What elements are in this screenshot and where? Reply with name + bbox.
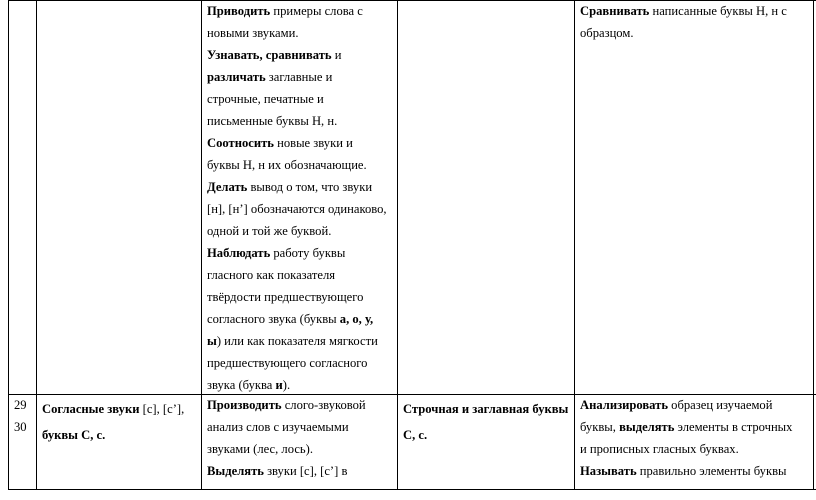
- text-run: примеры слова с: [270, 4, 363, 18]
- bold-run: буквы С, с.: [42, 428, 106, 442]
- text-run: звуками (лес, лось).: [207, 442, 314, 456]
- text-run: буквы,: [580, 420, 620, 434]
- bold-run: С, с.: [403, 428, 428, 442]
- text-line: [207, 242, 387, 264]
- bold-run: Делать: [207, 180, 248, 194]
- text-run: новые звуки и: [273, 136, 353, 150]
- bold-run: Производить: [207, 398, 282, 412]
- text-line: [403, 396, 568, 422]
- text-run: одной и той же буквой.: [207, 224, 332, 238]
- text-line: [207, 220, 387, 242]
- text-line: [207, 352, 387, 374]
- text-run: гласного как показателя: [207, 268, 336, 282]
- bold-run: Согласные звуки: [42, 402, 140, 416]
- text-run: ).: [282, 378, 291, 392]
- text-line: [207, 88, 387, 110]
- lower-topic-col4: [403, 394, 568, 448]
- text-line: [580, 460, 792, 482]
- text-line: [42, 422, 184, 448]
- text-run: и: [331, 48, 342, 62]
- bold-run: Называть: [580, 464, 637, 478]
- column-divider-3: [201, 0, 202, 490]
- upper-activities-col5: [580, 0, 787, 44]
- bold-run: Узнавать, сравнивать: [207, 48, 332, 62]
- bold-run: а, о, у,: [339, 312, 374, 326]
- lower-activities-col3: [207, 394, 366, 482]
- text-run: ) или как показателя мягкости: [216, 334, 378, 348]
- text-run: предшествующего согласного: [207, 356, 368, 370]
- bold-run: различать: [207, 70, 266, 84]
- text-line: [580, 416, 792, 438]
- text-line: [580, 22, 787, 44]
- lesson-number: 30: [14, 420, 27, 434]
- text-run: твёрдости предшествующего: [207, 290, 364, 304]
- text-run: слого-звуковой: [281, 398, 366, 412]
- text-line: [207, 132, 387, 154]
- text-line: [580, 0, 787, 22]
- text-run: новыми звуками.: [207, 26, 299, 40]
- column-divider-4: [397, 0, 398, 490]
- text-run: образец изучаемой: [668, 398, 773, 412]
- text-run: строчные, печатные и: [207, 92, 324, 106]
- column-divider-5: [574, 0, 575, 490]
- column-divider-6: [813, 0, 814, 490]
- text-line: [207, 176, 387, 198]
- text-line: [207, 460, 366, 482]
- text-line: [580, 394, 792, 416]
- text-run: вывод о том, что звуки: [247, 180, 373, 194]
- text-run: звука (буква: [207, 378, 276, 392]
- bold-run: и: [275, 378, 283, 392]
- bold-run: ы: [207, 334, 217, 348]
- text-line: [207, 264, 387, 286]
- column-divider-1: [8, 0, 9, 490]
- text-run: [с], [с’],: [139, 402, 185, 416]
- text-line: [207, 438, 366, 460]
- text-run: буквы Н, н их обозначающие.: [207, 158, 367, 172]
- column-divider-2: [36, 0, 37, 490]
- bold-run: Анализировать: [580, 398, 669, 412]
- text-run: и прописных гласных буквах.: [580, 442, 739, 456]
- upper-activities-col3: [207, 0, 387, 396]
- text-run: элементы в строчных: [674, 420, 793, 434]
- text-line: [42, 396, 184, 422]
- text-run: заглавные и: [265, 70, 333, 84]
- bold-run: Строчная и заглавная буквы: [403, 402, 569, 416]
- bold-run: Соотносить: [207, 136, 274, 150]
- text-line: [207, 66, 387, 88]
- text-line: [207, 110, 387, 132]
- text-line: [207, 308, 387, 330]
- table-bottom-border: [8, 489, 816, 490]
- text-line: [403, 422, 568, 448]
- bold-run: Наблюдать: [207, 246, 271, 260]
- bold-run: Приводить: [207, 4, 271, 18]
- text-run: работу буквы: [270, 246, 346, 260]
- lesson-number: 29: [14, 398, 27, 412]
- lower-activities-col5: [580, 394, 792, 482]
- text-line: [207, 416, 366, 438]
- text-run: письменные буквы Н, н.: [207, 114, 338, 128]
- text-line: [580, 438, 792, 460]
- text-line: [207, 374, 387, 396]
- text-line: [207, 44, 387, 66]
- lesson-numbers-cell: [14, 394, 27, 438]
- text-run: анализ слов с изучаемыми: [207, 420, 349, 434]
- text-line: [207, 394, 366, 416]
- text-run: написанные буквы Н, н с: [649, 4, 787, 18]
- text-line: [207, 154, 387, 176]
- text-line: [207, 330, 387, 352]
- text-run: [н], [н’] обозначаются одинаково,: [207, 202, 387, 216]
- text-run: согласного звука (буквы: [207, 312, 340, 326]
- text-line: [207, 198, 387, 220]
- text-run: правильно элементы буквы: [636, 464, 787, 478]
- bold-run: Сравнивать: [580, 4, 650, 18]
- text-line: [207, 286, 387, 308]
- text-run: образцом.: [580, 26, 634, 40]
- bold-run: выделять: [619, 420, 675, 434]
- text-run: звуки [с], [с’] в: [263, 464, 348, 478]
- text-line: [207, 22, 387, 44]
- text-line: [207, 0, 387, 22]
- lower-topic-col2: [42, 394, 184, 448]
- bold-run: Выделять: [207, 464, 264, 478]
